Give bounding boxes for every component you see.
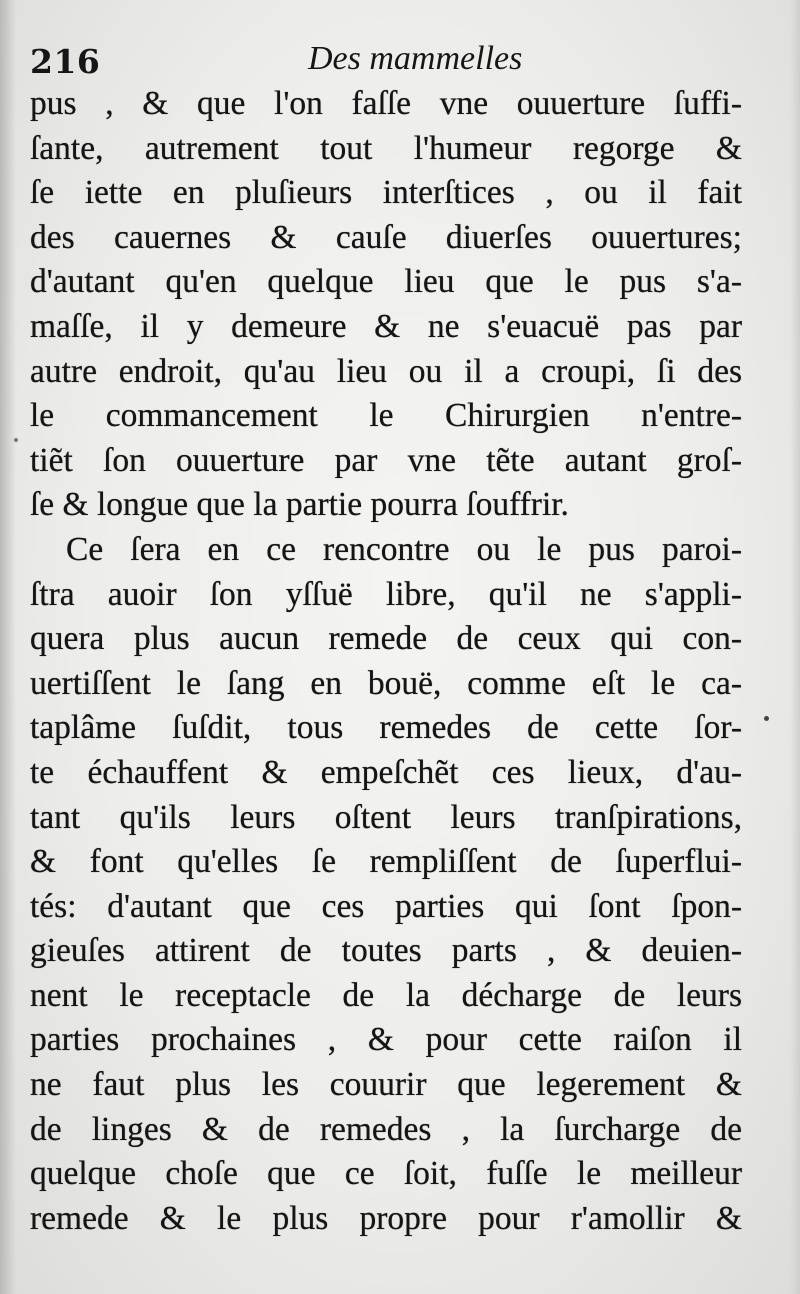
text-line: d'autant qu'en quelque lieu que le pus s'a- [30,263,742,301]
text-line: taplâme ſuſdit, tous remedes de cette ſor- [30,709,742,747]
page-edge-shadow [790,0,800,1294]
text-line: te échauffent & empeſchẽt ces lieux, d'au- [30,753,742,791]
text-line: quelque choſe que ce ſoit, fuſſe le meilleur [30,1155,742,1193]
text-line: tés: d'autant que ces parties qui ſont ſpon- [30,887,742,925]
text-line: autre endroit, qu'au lieu ou il a croupi, ſi des [30,352,742,390]
text-line: & font qu'elles ſe rempliſſent de ſuperflui- [30,843,742,881]
text-line: maſſe, il y demeure & ne s'euacuë pas par [30,307,742,345]
text-line: le commancement le Chirurgien n'entre- [30,397,742,435]
text-line: ſe & longue que la partie pourra ſouffrir. [30,486,569,524]
paragraph-2 [30,528,742,1242]
text-line: des cauernes & cauſe diuerſes ouuertures; [30,218,742,256]
text-line: nent le receptacle de la décharge de leurs [30,976,742,1014]
text-line: ſtra auoir ſon yſſuë libre, qu'il ne s'appli- [30,575,742,613]
page-number: 216 [30,42,101,81]
text-line: de linges & de remedes , la ſurcharge de [30,1110,742,1148]
text-line: tant qu'ils leurs oſtent leurs tranſpirations, [30,798,742,836]
text-line: remede & le plus propre pour r'amollir & [30,1199,742,1237]
text-line: pus , & que l'on faſſe vne ouuerture ſuffi- [30,85,742,122]
text-line: ne faut plus les couurir que legerement & [30,1066,742,1104]
ink-speck [764,716,769,721]
text-line: gieuſes attirent de toutes parts , & deuien- [30,932,742,970]
text-line: tiẽt ſon ouuerture par vne tẽte autant groſ- [30,441,742,479]
text-line: quera plus aucun remede de ceux qui con- [30,620,742,658]
paragraph-1 [30,82,742,528]
ink-speck [14,438,18,442]
body-text [30,82,742,1241]
text-line: ſante, autrement tout l'humeur regorge & [30,129,742,167]
running-title: Des mammelles [308,40,523,77]
text-line: uertiſſent le ſang en bouë, comme eſt le ca- [30,664,742,702]
gutter-shadow [0,0,16,1294]
page-header [30,40,550,84]
text-line: parties prochaines , & pour cette raiſon il [30,1021,742,1059]
text-line: Ce ſera en ce rencontre ou le pus paroi- [66,530,742,568]
text-line: ſe iette en pluſieurs interſtices , ou il fait [30,174,742,212]
